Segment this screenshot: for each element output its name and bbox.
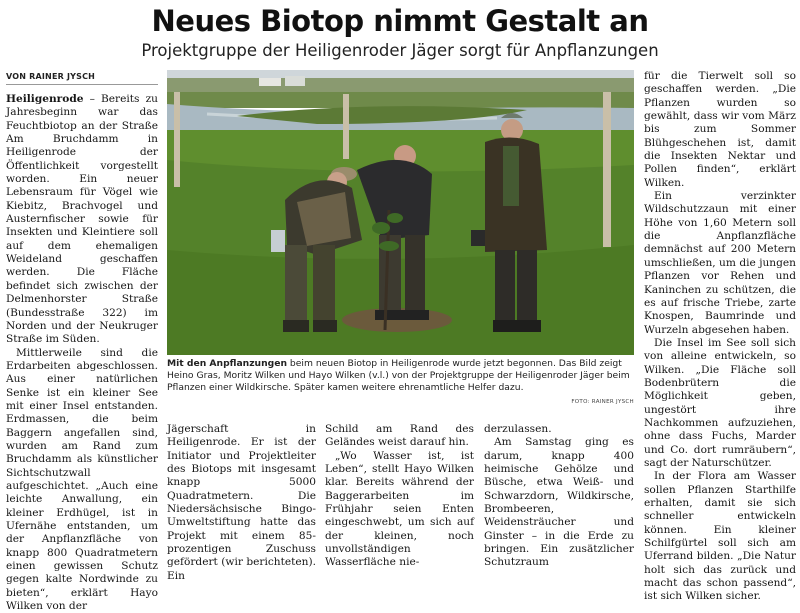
paragraph: für die Tierwelt soll so geschaffen werden. „Die Pflanzen wurden so gewählt, dass wir vom März bis zum Sommer Blühgeschehen ist, damit die Insekten Nektar und Pollen finden“, erklärt Wilken.	[644, 70, 796, 189]
paragraph: Schild am Rand des Geländes weist darauf hin.	[325, 423, 474, 449]
headline: Neues Biotop nimmt Gestalt an	[151, 4, 649, 38]
paragraph: Jägerschaft in Heiligenrode. Er ist der Initiator und Projektleiter des Biotops mit insgesamt knapp 5000 Quadratmetern. Die Niedersächsische Bingo-Umweltstiftung hatte das Projekt mit einem 85-prozentigen Zuschuss gefördert (wir berichteten). Ein	[167, 423, 316, 582]
paragraph: „Wo Wasser ist, ist Leben“, stellt Hayo Wilken klar. Bereits während der Baggerarbeiten im Frühjahr seien Enten eingeschwebt, um sich auf der kleinen, noch unvollständigen Wasserfläche nie-	[325, 449, 474, 569]
paragraph: Am Samstag ging es darum, knapp 400 heimische Gehölze und Büsche, etwa Weiß- und Schwarzdorn, Wildkirsche, Brombeeren, Weidensträucher und Ginster – in die Erde zu bringen. Ein zusätzlicher Schutzraum	[484, 436, 634, 569]
paragraph: In der Flora am Wasser sollen Pflanzen Starthilfe erhalten, damit sie sich schneller entwickeln können. Ein kleiner Schilfgürtel soll sich am Uferrand bilden. „Die Natur holt sich das zurück und macht das schon passend“, ist sich Wilken sicher.	[644, 470, 796, 603]
dateline: Heiligenrode	[6, 93, 84, 105]
paragraph: Ein verzinkter Wildschutzzaun mit einer Höhe von 1,60 Metern soll die Anpflanzfläche demnächst auf 200 Metern umschließen, um die jungen Pflanzen vor Rehen und Kaninchen zu schützen, die es auf frische Triebe, zarte Knospen, Baumrinde und Wurzeln abgesehen haben.	[644, 190, 796, 336]
paragraph	[6, 93, 158, 347]
paragraph-text: – Bereits zu Jahresbeginn war das Feuchtbiotop an der Straße Am Bruchdamm in Heiligenrode der Öffentlichkeit vorgestellt worden. Ein neuer Lebensraum für Vögel wie Kiebitz, Brachvogel und Austernfischer sowie für Insekten und Kleintiere soll auf dem ehemaligen Weideland geschaffen werden. Die Fläche befindet sich zwischen der Delmenhorster Straße (Bundesstraße 322) im Norden und der Neukruger Straße im Süden.	[6, 93, 158, 346]
paragraph: Mittlerweile sind die Erdarbeiten abgeschlossen. Aus einer natürlichen Senke ist ein kleiner See mit einer Insel entstanden. Erdmassen, die beim Baggern angefallen sind, wurden am Rand zum Bruchdamm als künstlicher Sichtschutzwall aufgeschichtet. „Auch eine leichte Anwallung, ein kleiner Erdhügel, ist in Ufernähe entstanden, um der Anpflanzfläche von knapp 800 Quadratmetern einen gewissen Schutz gegen kalte Nordwinde zu bieten“, erklärt Hayo Wilken von der	[6, 346, 158, 613]
byline: VON RAINER JYSCH	[6, 72, 158, 85]
article-photo	[167, 70, 634, 355]
article-column-1	[6, 93, 158, 613]
caption-text: beim neuen Biotop in Heiligenrode wurde jetzt begonnen. Das Bild zeigt Heino Gras, Moritz Wilken und Hayo Wilken (v.l.) von der Projektgruppe der Heiligenroder Jäger beim Pflanzen einer Wildkirsche. Später kamen weitere ehrenamtliche Helfer dazu.	[167, 358, 630, 394]
article-column-2	[167, 423, 316, 582]
photo-credit: FOTO: RAINER JYSCH	[571, 399, 634, 405]
photo-caption	[167, 358, 634, 395]
subheadline: Projektgruppe der Heiligenroder Jäger sorgt für Anpflanzungen	[141, 41, 659, 60]
paragraph: derzulassen.	[484, 423, 552, 435]
article-column-5	[644, 70, 796, 603]
paragraph: Die Insel im See soll sich von alleine entwickeln, so Wilken. „Die Fläche soll Bodenbrütern die Möglichkeit geben, ungestört ihre Nachkommen aufzuziehen, ohne dass Fuchs, Marder und Co. dort rumräubern“, sagt der Naturschützer.	[644, 336, 796, 469]
caption-lead: Mit den Anpflanzungen	[167, 358, 287, 369]
article-column-4	[484, 423, 634, 569]
article-column-3	[325, 423, 474, 569]
